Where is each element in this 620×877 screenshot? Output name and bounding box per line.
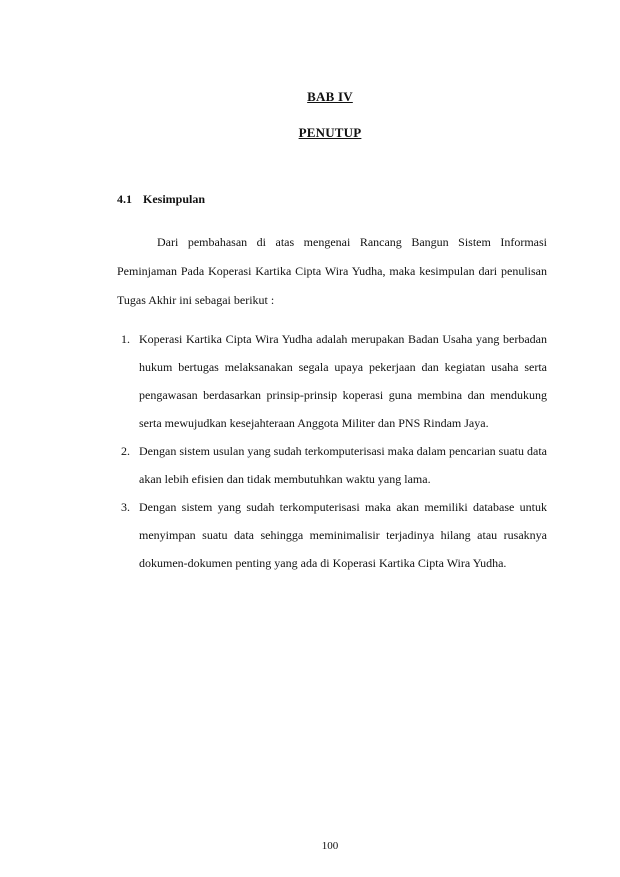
list-item-number: 3. [121,500,130,514]
page-number: 100 [321,840,339,852]
section-title: Kesimpulan [143,192,206,206]
list-item-text: Koperasi Kartika Cipta Wira Yudha adalah merupakan Badan Usaha yang berbadan hukum bertugas melaksanakan segala upaya pekerjaan dan kegiatan usaha serta pengawasan berdasarkan prinsip-prinsip koperasi guna membina dan mendukung serta mewujudkan kesejahteraan Anggota Militer dan PNS Rindam Jaya. [139,332,547,430]
section-heading [117,192,205,207]
section-number: 4.1 [117,192,132,206]
chapter-number: BAB IV [307,89,353,104]
list-item-number: 2. [121,444,130,458]
intro-paragraph: Dari pembahasan di atas mengenai Rancang Bangun Sistem Informasi Peminjaman Pada Koperasi Kartika Cipta Wira Yudha, maka kesimpulan dari penulisan Tugas Akhir ini sebagai berikut : [117,235,547,307]
list-item [117,493,547,577]
conclusion-list [117,325,547,577]
list-item-number: 1. [121,332,130,346]
list-item-text: Dengan sistem yang sudah terkomputerisasi maka akan memiliki database untuk menyimpan suatu data sehingga meminimalisir terjadinya hilang atau rusaknya dokumen-dokumen penting yang ada di Koperasi Kartika Cipta Wira Yudha. [139,500,547,570]
list-item [117,437,547,493]
chapter-title: PENUTUP [298,125,362,140]
list-item-text: Dengan sistem usulan yang sudah terkomputerisasi maka dalam pencarian suatu data akan lebih efisien dan tidak membutuhkan waktu yang lama. [139,444,547,486]
list-item [117,325,547,437]
